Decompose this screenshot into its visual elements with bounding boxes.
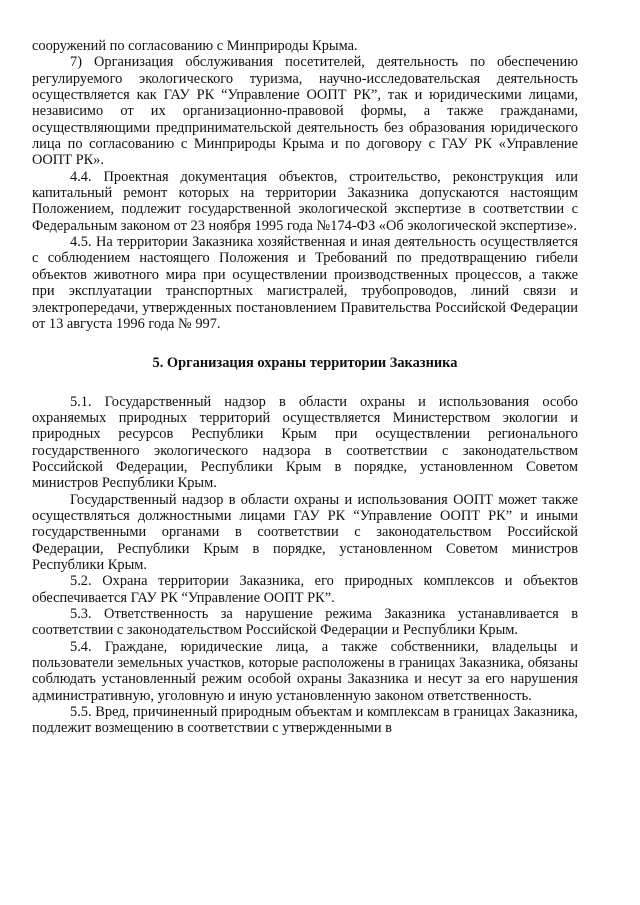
paragraph-4-5: 4.5. На территории Заказника хозяйственная и иная деятельность осуществляется с соблюдением настоящего Положения и Требований по предотвращению гибели объектов животного мира при осуществлении производственных процессов, а также при эксплуатации транспортных магистралей, трубопроводов, линий связи и электропередачи, утвержденных постановлением Правительства Российской Федерации от 13 августа 1996 года № 997. (32, 234, 578, 332)
paragraph-5-3: 5.3. Ответственность за нарушение режима Заказника устанавливается в соответствии с законодательством Российской Федерации и Республики Крым. (32, 606, 578, 639)
document-page (32, 38, 578, 737)
paragraph-4-4: 4.4. Проектная документация объектов, строительство, реконструкция или капитальный ремонт которых на территории Заказника допускаются настоящим Положением, подлежит государственной экологической экспертизе в соответствии с Федеральным законом от 23 ноября 1995 года №174-ФЗ «Об экологической экспертизе». (32, 168, 578, 234)
section-heading: 5. Организация охраны территории Заказника (152, 355, 458, 372)
paragraph-continuation: сооружений по согласованию с Минприроды Крыма. (32, 38, 358, 54)
paragraph-5-2: 5.2. Охрана территории Заказника, его природных комплексов и объектов обеспечивается ГАУ РК “Управление ООПТ РК”. (32, 573, 578, 606)
paragraph-5-1-cont: Государственный надзор в области охраны и использования ООПТ может также осуществляться должностными лицами ГАУ РК “Управление ООПТ РК” и иными государственными органами в соответствии с законодательством Российской Федерации, Республики Крым в порядке, установленном Советом министров Республики Крым. (32, 491, 578, 573)
paragraph-5-4: 5.4. Граждане, юридические лица, а также собственники, владельцы и пользователи земельных участков, которые расположены в границах Заказника, обязаны соблюдать установленный режим особой охраны Заказника и несут за его нарушения административную, уголовную и иную установленную законом ответственность. (32, 638, 578, 704)
paragraph-item-7: 7) Организация обслуживания посетителей, деятельность по обеспечению регулируемого экологического туризма, научно-исследовательская деятельность осуществляется как ГАУ РК “Управление ООПТ РК”, так и юридическими лицами, независимо от их организационно-правовой формы, а также гражданами, осуществляющими предпринимательской деятельность без образования юридического лица по согласованию с Минприроды Крыма и по договору с ГАУ РК «Управление ООПТ РК». (32, 54, 578, 169)
paragraph-5-5: 5.5. Вред, причиненный природным объектам и комплексам в границах Заказника, подлежит возмещению в соответствии с утвержденными в (32, 704, 578, 737)
paragraph-5-1: 5.1. Государственный надзор в области охраны и использования особо охраняемых природных территорий осуществляется Министерством экологии и природных ресурсов Республики Крым при осуществлении регионального государственного экологического надзора в соответствии с законодательством Российской Федерации, Республики Крым в порядке, установленном Советом министров Республики Крым. (32, 393, 578, 492)
